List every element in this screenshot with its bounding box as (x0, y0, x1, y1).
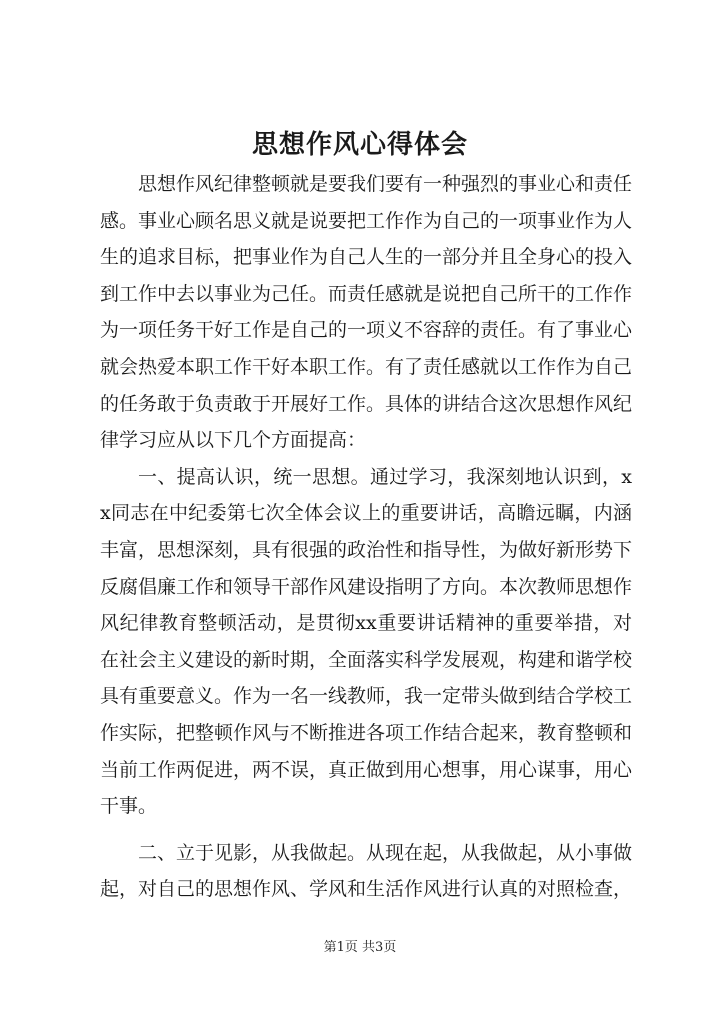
paragraph-point-one: 一、提高认识，统一思想。通过学习，我深刻地认识到，xx同志在中纪委第七次全体会议上的重要讲话，高瞻远瞩，内涵丰富，思想深刻，具有很强的政治性和指导性，为做好新形势下反腐倡廉工作和领导干部作风建设指明了方向。本次教师思想作风纪律教育整顿活动，是贯彻xx重要讲话精神的重要举措，对在社会主义建设的新时期，全面落实科学发展观，构建和谐学校具有重要意义。作为一名一线教师，我一定带头做到结合学校工作实际，把整顿作风与不断推进各项工作结合起来，教育整顿和当前工作两促进，两不误，真正做到用心想事，用心谋事，用心干事。 (100, 465, 633, 818)
document-title: 思想作风心得体会 (251, 130, 468, 160)
document-body (100, 166, 632, 908)
paragraph-point-two: 二、立于见影，从我做起。从现在起，从我做起，从小事做起，对自己的思想作风、学风和生活作风进行认真的对照检查， (100, 841, 633, 901)
paragraph-intro: 思想作风纪律整顿就是要我们要有一种强烈的事业心和责任感。事业心顾名思义就是说要把工作作为自己的一项事业作为人生的追求目标，把事业作为自己人生的一部分并且全身心的投入到工作中去以事业为己任。而责任感就是说把自己所干的工作作为一项任务干好工作是自己的一项义不容辞的责任。有了事业心就会热爱本职工作干好本职工作。有了责任感就以工作作为自己的任务敢于负责敢于开展好工作。具体的讲结合这次思想作风纪律学习应从以下几个方面提高： (100, 173, 633, 452)
page-footer: 第1页 共3页 (323, 940, 397, 955)
